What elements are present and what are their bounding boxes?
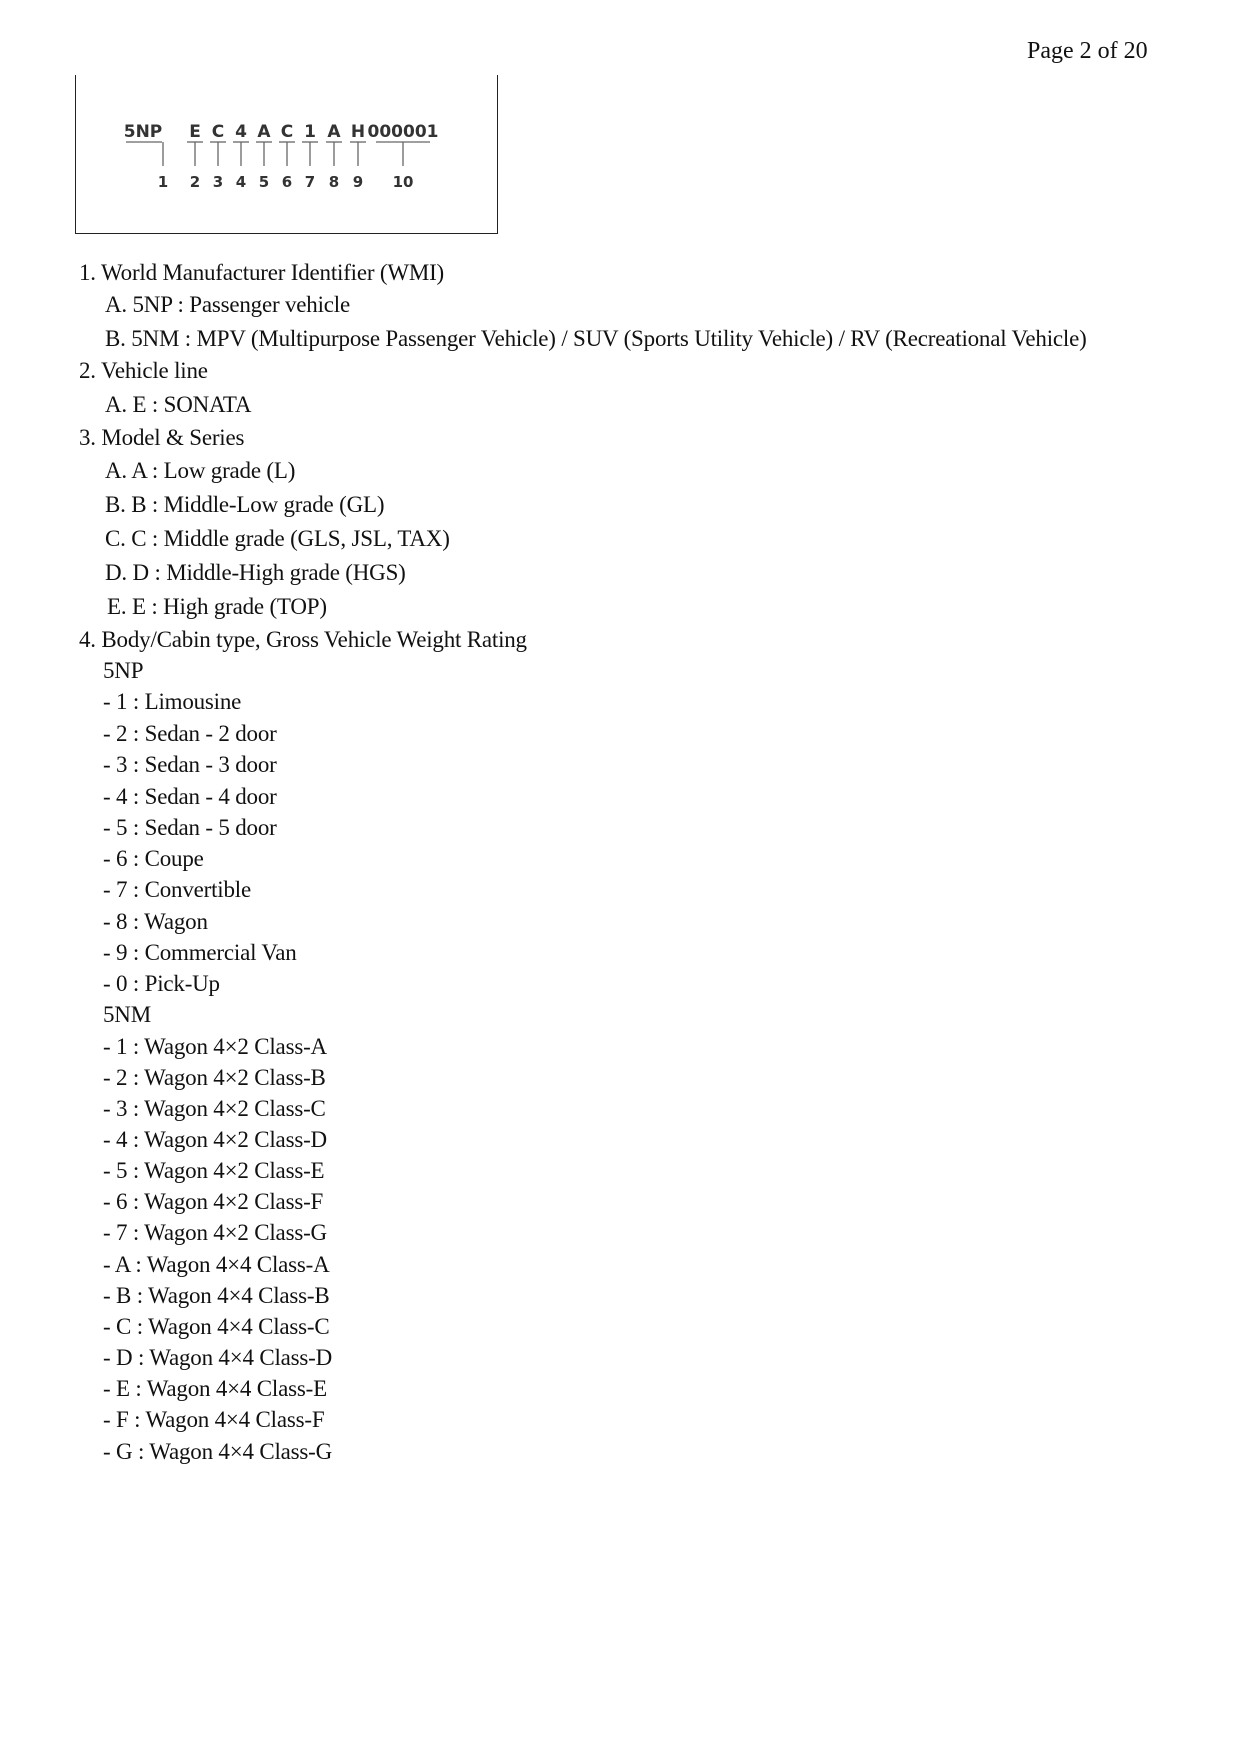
list-item: - B : Wagon 4×4 Class-B <box>103 1283 330 1308</box>
list-item: A. E : SONATA <box>105 392 252 417</box>
list-item: - C : Wagon 4×4 Class-C <box>103 1314 330 1339</box>
list-item: - D : Wagon 4×4 Class-D <box>103 1345 333 1370</box>
vin-segment: A <box>257 122 271 142</box>
subheading: 5NP <box>103 658 144 683</box>
vin-segment: 4 <box>235 122 247 142</box>
list-item: - 2 : Wagon 4×2 Class-B <box>103 1065 326 1090</box>
page-number: Page 2 of 20 <box>1027 38 1148 64</box>
vin-segment: H <box>350 122 366 142</box>
list-item: - 7 : Convertible <box>103 877 251 902</box>
section-heading: 2. Vehicle line <box>79 358 208 383</box>
list-item: A. A : Low grade (L) <box>105 458 296 483</box>
list-item: B. 5NM : MPV (Multipurpose Passenger Vehicle) / SUV (Sports Utility Vehicle) / RV (Recreational Vehicle) <box>105 326 1087 351</box>
vin-position-number: 7 <box>304 173 316 191</box>
vin-position-number: 5 <box>258 173 270 191</box>
section-heading: 3. Model & Series <box>79 425 245 450</box>
list-item: - 3 : Sedan - 3 door <box>103 752 277 777</box>
vin-position-number: 10 <box>392 173 414 191</box>
list-item: - F : Wagon 4×4 Class-F <box>103 1407 325 1432</box>
vin-position-number: 8 <box>328 173 340 191</box>
vin-position-number: 3 <box>212 173 224 191</box>
subheading: 5NM <box>103 1002 151 1027</box>
section-heading: 4. Body/Cabin type, Gross Vehicle Weight Rating <box>79 627 527 652</box>
vin-segment: 5NP <box>123 122 163 142</box>
list-item: - 4 : Wagon 4×2 Class-D <box>103 1127 327 1152</box>
section-heading: 1. World Manufacturer Identifier (WMI) <box>79 260 445 285</box>
vin-segment: 000001 <box>367 122 439 142</box>
list-item: - 1 : Limousine <box>103 689 242 714</box>
vin-segment: C <box>280 122 294 142</box>
vin-position-number: 2 <box>189 173 201 191</box>
vin-segment: C <box>211 122 225 142</box>
list-item: - 4 : Sedan - 4 door <box>103 784 277 809</box>
list-item: - 1 : Wagon 4×2 Class-A <box>103 1034 327 1059</box>
vin-segment: A <box>327 122 341 142</box>
list-item: - 5 : Sedan - 5 door <box>103 815 277 840</box>
vin-position-number: 4 <box>235 173 247 191</box>
vin-segment: E <box>189 122 201 142</box>
list-item: - A : Wagon 4×4 Class-A <box>103 1252 330 1277</box>
vin-connectors <box>126 142 430 166</box>
vin-diagram-graphic <box>76 75 497 233</box>
list-item: - 0 : Pick-Up <box>103 971 220 996</box>
list-item: - 9 : Commercial Van <box>103 940 297 965</box>
vin-segment: 1 <box>304 122 316 142</box>
list-item: B. B : Middle-Low grade (GL) <box>105 492 385 517</box>
list-item: - 3 : Wagon 4×2 Class-C <box>103 1096 326 1121</box>
list-item: - 6 : Wagon 4×2 Class-F <box>103 1189 324 1214</box>
vin-diagram <box>75 75 498 234</box>
list-item: - 7 : Wagon 4×2 Class-G <box>103 1220 327 1245</box>
list-item: - 6 : Coupe <box>103 846 204 871</box>
list-item: E. E : High grade (TOP) <box>107 594 327 619</box>
list-item: - E : Wagon 4×4 Class-E <box>103 1376 327 1401</box>
list-item: - 2 : Sedan - 2 door <box>103 721 277 746</box>
list-item: - 8 : Wagon <box>103 909 208 934</box>
list-item: A. 5NP : Passenger vehicle <box>105 292 350 317</box>
list-item: - 5 : Wagon 4×2 Class-E <box>103 1158 325 1183</box>
vin-position-number: 1 <box>157 173 169 191</box>
vin-position-number: 9 <box>352 173 364 191</box>
list-item: - G : Wagon 4×4 Class-G <box>103 1439 333 1464</box>
list-item: C. C : Middle grade (GLS, JSL, TAX) <box>105 526 450 551</box>
vin-position-number: 6 <box>281 173 293 191</box>
list-item: D. D : Middle-High grade (HGS) <box>105 560 406 585</box>
